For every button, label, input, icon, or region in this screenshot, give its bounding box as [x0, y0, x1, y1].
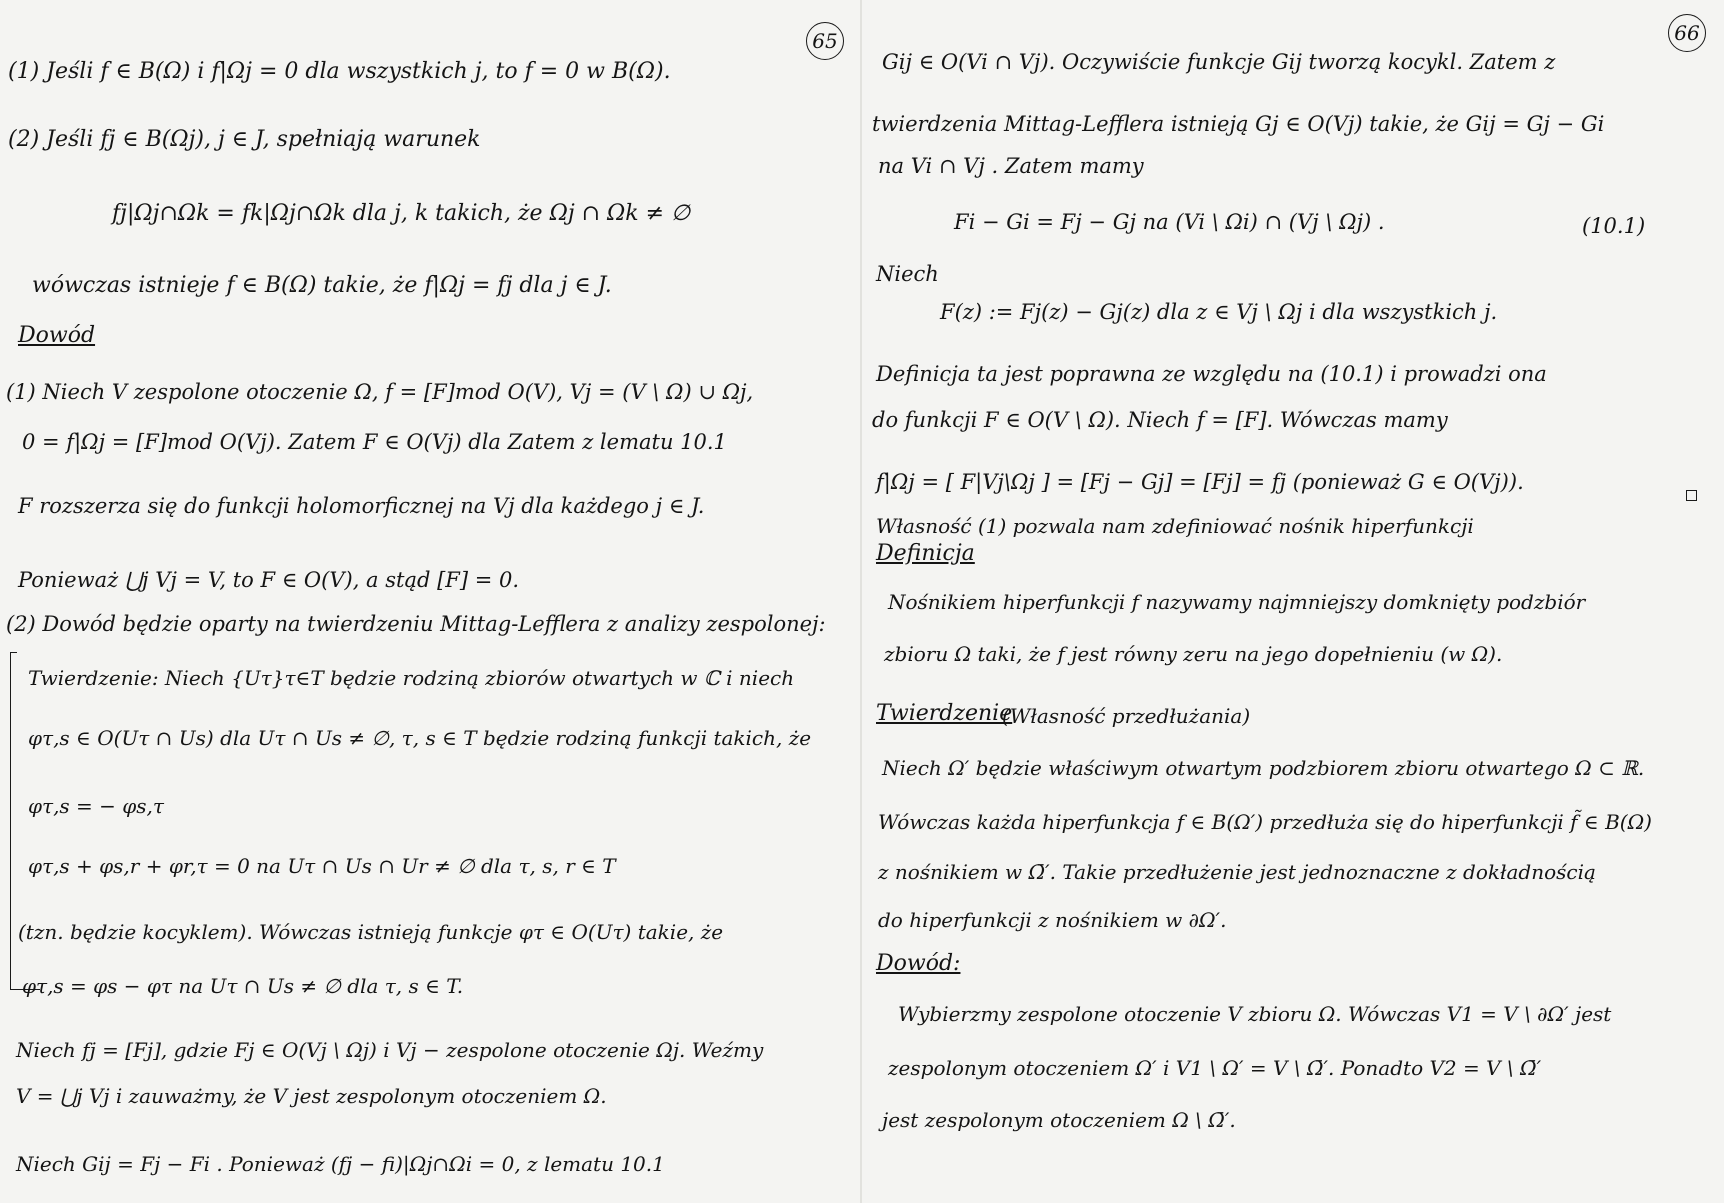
proof-line: (2) Dowód będzie oparty na twierdzeniu Mittag-Lefflera z analizy zespolonej:	[6, 612, 826, 636]
proof-line: V = ⋃j Vj i zauważmy, że V jest zespolonym otoczeniem Ω.	[16, 1084, 607, 1108]
proof-heading: Dowód:	[876, 951, 961, 976]
theorem-title: (Własność przedłużania)	[1002, 704, 1251, 728]
theorem-line: Wówczas każda hiperfunkcja f ∈ B(Ω′) przedłuża się do hiperfunkcji f̃ ∈ B(Ω)	[878, 810, 1652, 834]
theorem-line: Niech Ω′ będzie właściwym otwartym podzbiorem zbioru otwartego Ω ⊂ ℝ.	[882, 756, 1645, 780]
statement-2: (2) Jeśli fj ∈ B(Ωj), j ∈ J, spełniają warunek	[8, 127, 481, 152]
proof-line: Niech	[876, 262, 939, 286]
proof-heading: Dowód	[18, 323, 96, 348]
proof-line: Wybierzmy zespolone otoczenie V zbioru Ω. Wówczas V1 = V \ ∂Ω′ jest	[898, 1002, 1612, 1026]
theorem-bracket	[10, 652, 17, 990]
proof-line: Definicja ta jest poprawna ze względu na (10.1) i prowadzi ona	[876, 362, 1547, 386]
remark: Własność (1) pozwala nam zdefiniować nośnik hiperfunkcji	[876, 514, 1474, 538]
proof-line: 0 = f|Ωj = [F]mod O(Vj). Zatem F ∈ O(Vj) dla Zatem z lematu 10.1	[22, 430, 727, 454]
statement-2-conclusion: wówczas istnieje f ∈ B(Ω) takie, że f|Ωj = fj dla j ∈ J.	[32, 273, 612, 298]
definition-of-F: F(z) := Fj(z) − Gj(z) dla z ∈ Vj \ Ωj i dla wszystkich j.	[940, 300, 1498, 324]
proof-line: na Vi ∩ Vj . Zatem mamy	[878, 154, 1144, 178]
proof-line: Ponieważ ⋃j Vj = V, to F ∈ O(V), a stąd [F] = 0.	[18, 568, 520, 592]
proof-line: (1) Niech V zespolone otoczenie Ω, f = [F]mod O(V), Vj = (V \ Ω) ∪ Ωj,	[6, 380, 754, 404]
theorem-line: z nośnikiem w Ω̄′. Takie przedłużenie jest jednoznaczne z dokładnością	[878, 860, 1596, 884]
proof-line: twierdzenia Mittag-Lefflera istnieją Gj ∈ O(Vj) takie, że Gij = Gj − Gi	[872, 112, 1605, 136]
theorem-heading: Twierdzenie	[876, 701, 1013, 726]
equation-label: (10.1)	[1582, 214, 1646, 238]
proof-line: do funkcji F ∈ O(V \ Ω). Niech f = [F]. Wówczas mamy	[872, 408, 1448, 432]
page-number: 65	[806, 22, 844, 60]
proof-line: Niech Gij = Fj − Fi . Ponieważ (fj − fi)|Ωj∩Ωi = 0, z lematu 10.1	[16, 1152, 665, 1176]
proof-line: f|Ωj = [ F|Vj\Ωj ] = [Fj − Gj] = [Fj] = fj (ponieważ G ∈ O(Vj)).	[876, 470, 1524, 494]
qed-square-icon	[1686, 490, 1697, 501]
page-66	[862, 0, 1724, 1203]
theorem-line: φτ,s = φs − φτ na Uτ ∩ Us ≠ ∅ dla τ, s ∈ T.	[22, 974, 464, 998]
proof-line: zespolonym otoczeniem Ω′ i V1 \ Ω′ = V \ Ω̄′. Ponadto V2 = V \ Ω̄′	[888, 1056, 1542, 1080]
theorem-line: Twierdzenie: Niech {Uτ}τ∈T będzie rodziną zbiorów otwartych w ℂ i niech	[28, 666, 795, 690]
compatibility-condition: fj|Ωj∩Ωk = fk|Ωj∩Ωk dla j, k takich, że Ωj ∩ Ωk ≠ ∅	[112, 201, 691, 226]
theorem-line: φτ,s ∈ O(Uτ ∩ Us) dla Uτ ∩ Us ≠ ∅, τ, s ∈ T będzie rodziną funkcji takich, że	[28, 726, 812, 750]
definition-line: Nośnikiem hiperfunkcji f nazywamy najmniejszy domknięty podzbiór	[888, 590, 1586, 614]
statement-1: (1) Jeśli f ∈ B(Ω) i f|Ωj = 0 dla wszystkich j, to f = 0 w B(Ω).	[8, 59, 671, 84]
page-number: 66	[1668, 14, 1706, 52]
theorem-line: do hiperfunkcji z nośnikiem w ∂Ω′.	[878, 908, 1227, 932]
proof-line: jest zespolonym otoczeniem Ω \ Ω̄′.	[882, 1108, 1236, 1132]
proof-line: Gij ∈ O(Vi ∩ Vj). Oczywiście funkcje Gij tworzą kocykl. Zatem z	[882, 50, 1556, 74]
theorem-line: (tzn. będzie kocyklem). Wówczas istnieją funkcje φτ ∈ O(Uτ) takie, że	[18, 920, 724, 944]
equation-10-1: Fi − Gi = Fj − Gj na (Vi \ Ωi) ∩ (Vj \ Ωj) .	[954, 210, 1385, 234]
definition-heading: Definicja	[876, 541, 975, 566]
proof-line: F rozszerza się do funkcji holomorficznej na Vj dla każdego j ∈ J.	[18, 494, 705, 518]
definition-line: zbioru Ω taki, że f jest równy zeru na jego dopełnieniu (w Ω).	[884, 642, 1503, 666]
proof-line: Niech fj = [Fj], gdzie Fj ∈ O(Vj \ Ωj) i Vj − zespolone otoczenie Ωj. Weźmy	[16, 1038, 764, 1062]
theorem-line: φτ,s + φs,r + φr,τ = 0 na Uτ ∩ Us ∩ Ur ≠ ∅ dla τ, s, r ∈ T	[28, 854, 616, 878]
theorem-line: φτ,s = − φs,τ	[28, 794, 164, 818]
